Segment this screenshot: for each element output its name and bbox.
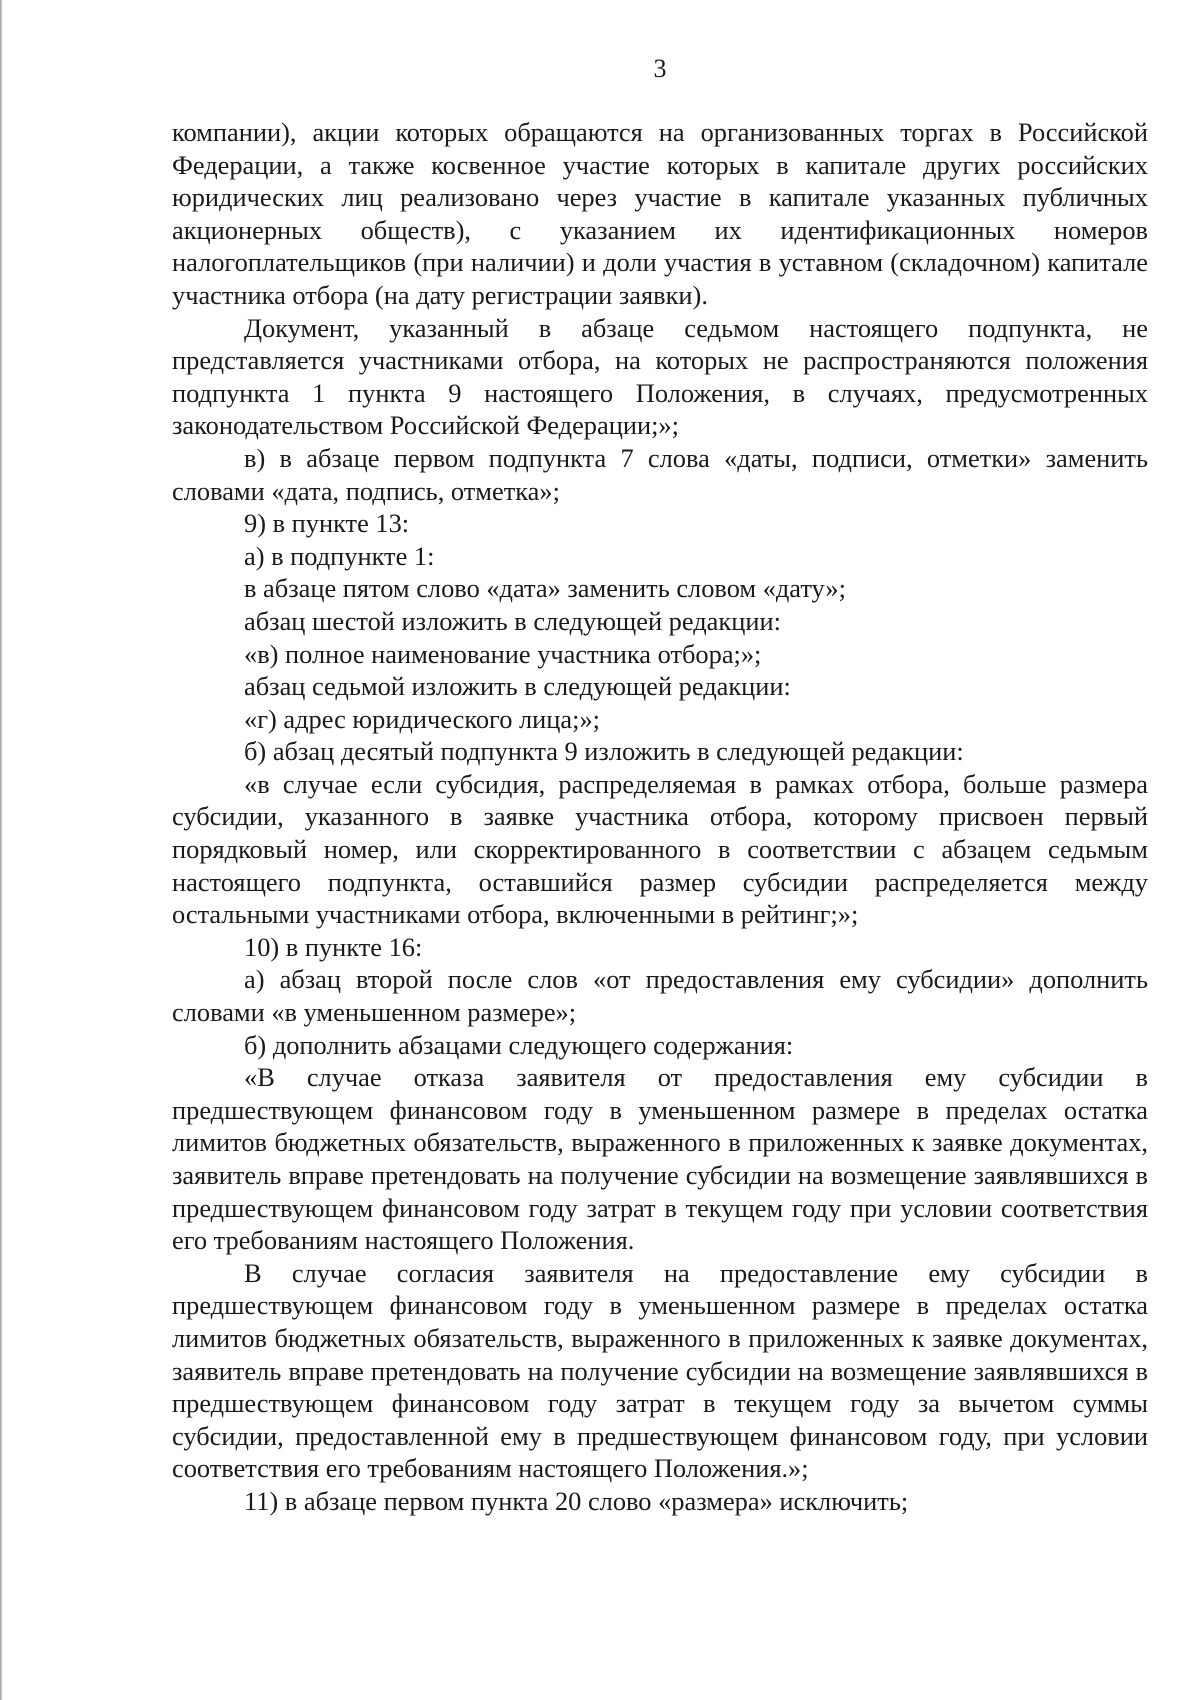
list-item: 10) в пункте 16: (244, 931, 423, 962)
paragraph: «г) адрес юридического лица;»; (244, 703, 600, 734)
paragraph: «В случае отказа заявителя от предоставления ему субсидии в предшествующем финансовом году в уменьшенном размере в пределах остатка лимитов бюджетных обязательств, выраженного в приложенных к заявке документах, заявитель вправе претендовать на получение субсидии на возмещение заявлявшихся в предшествующем финансовом году затрат в текущем году при условии соответствия его требованиям настоящего Положения. (172, 1062, 1148, 1256)
list-item: 11) в абзаце первом пункта 20 слово «размера» исключить; (244, 1485, 909, 1516)
paragraph: «в) полное наименование участника отбора;»; (244, 638, 762, 669)
list-item: 9) в пункте 13: (244, 508, 410, 539)
paragraph: Документ, указанный в абзаце седьмом настоящего подпункта, не представляется участниками отбора, на которых не распространяются положения подпункта 1 пункта 9 настоящего Положения, в случаях, предусмотренных законодательством Российской Федерации;»; (172, 312, 1148, 441)
paragraph: в) в абзаце первом подпункта 7 слова «даты, подписи, отметки» заменить словами «дата, подпись, отметка»; (172, 442, 1148, 506)
list-item: б) дополнить абзацами следующего содержания: (244, 1029, 794, 1060)
paragraph: компании), акции которых обращаются на организованных торгах в Российской Федерации, а также косвенное участие которых в капитале других российских юридических лиц реализовано через участие в капитале указанных публичных акционерных обществ), с указанием их идентификационных номеров налогоплательщиков (при наличии) и доли участия в уставном (складочном) капитале участника отбора (на дату регистрации заявки). (172, 117, 1148, 310)
page-number: 3 (653, 54, 667, 83)
paragraph: абзац седьмой изложить в следующей редакции: (244, 671, 791, 702)
scan-edge (0, 0, 3, 1700)
list-item: а) в подпункте 1: (244, 540, 435, 571)
paragraph: В случае согласия заявителя на предоставление ему субсидии в предшествующем финансовом году в уменьшенном размере в пределах остатка лимитов бюджетных обязательств, выраженного в приложенных к заявке документах, заявитель вправе претендовать на получение субсидии на возмещение заявлявшихся в предшествующем финансовом году затрат в текущем году за вычетом суммы субсидии, предоставленной ему в предшествующем финансовом году, при условии соответствия его требованиям настоящего Положения.»; (172, 1257, 1148, 1484)
document-body (172, 116, 1148, 1518)
list-item: а) абзац второй после слов «от предоставления ему субсидии» дополнить словами «в уменьшенном размере»; (172, 964, 1148, 1028)
list-item: б) абзац десятый подпункта 9 изложить в следующей редакции: (244, 736, 964, 767)
paragraph: «в случае если субсидия, распределяемая в рамках отбора, больше размера субсидии, указанного в заявке участника отбора, которому присвоен первый порядковый номер, или скорректированного в соответствии с абзацем седьмым настоящего подпункта, оставшийся размер субсидии распределяется между остальными участниками отбора, включенными в рейтинг;»; (172, 768, 1148, 930)
paragraph: абзац шестой изложить в следующей редакции: (244, 605, 781, 636)
paragraph: в абзаце пятом слово «дата» заменить словом «дату»; (244, 573, 846, 604)
